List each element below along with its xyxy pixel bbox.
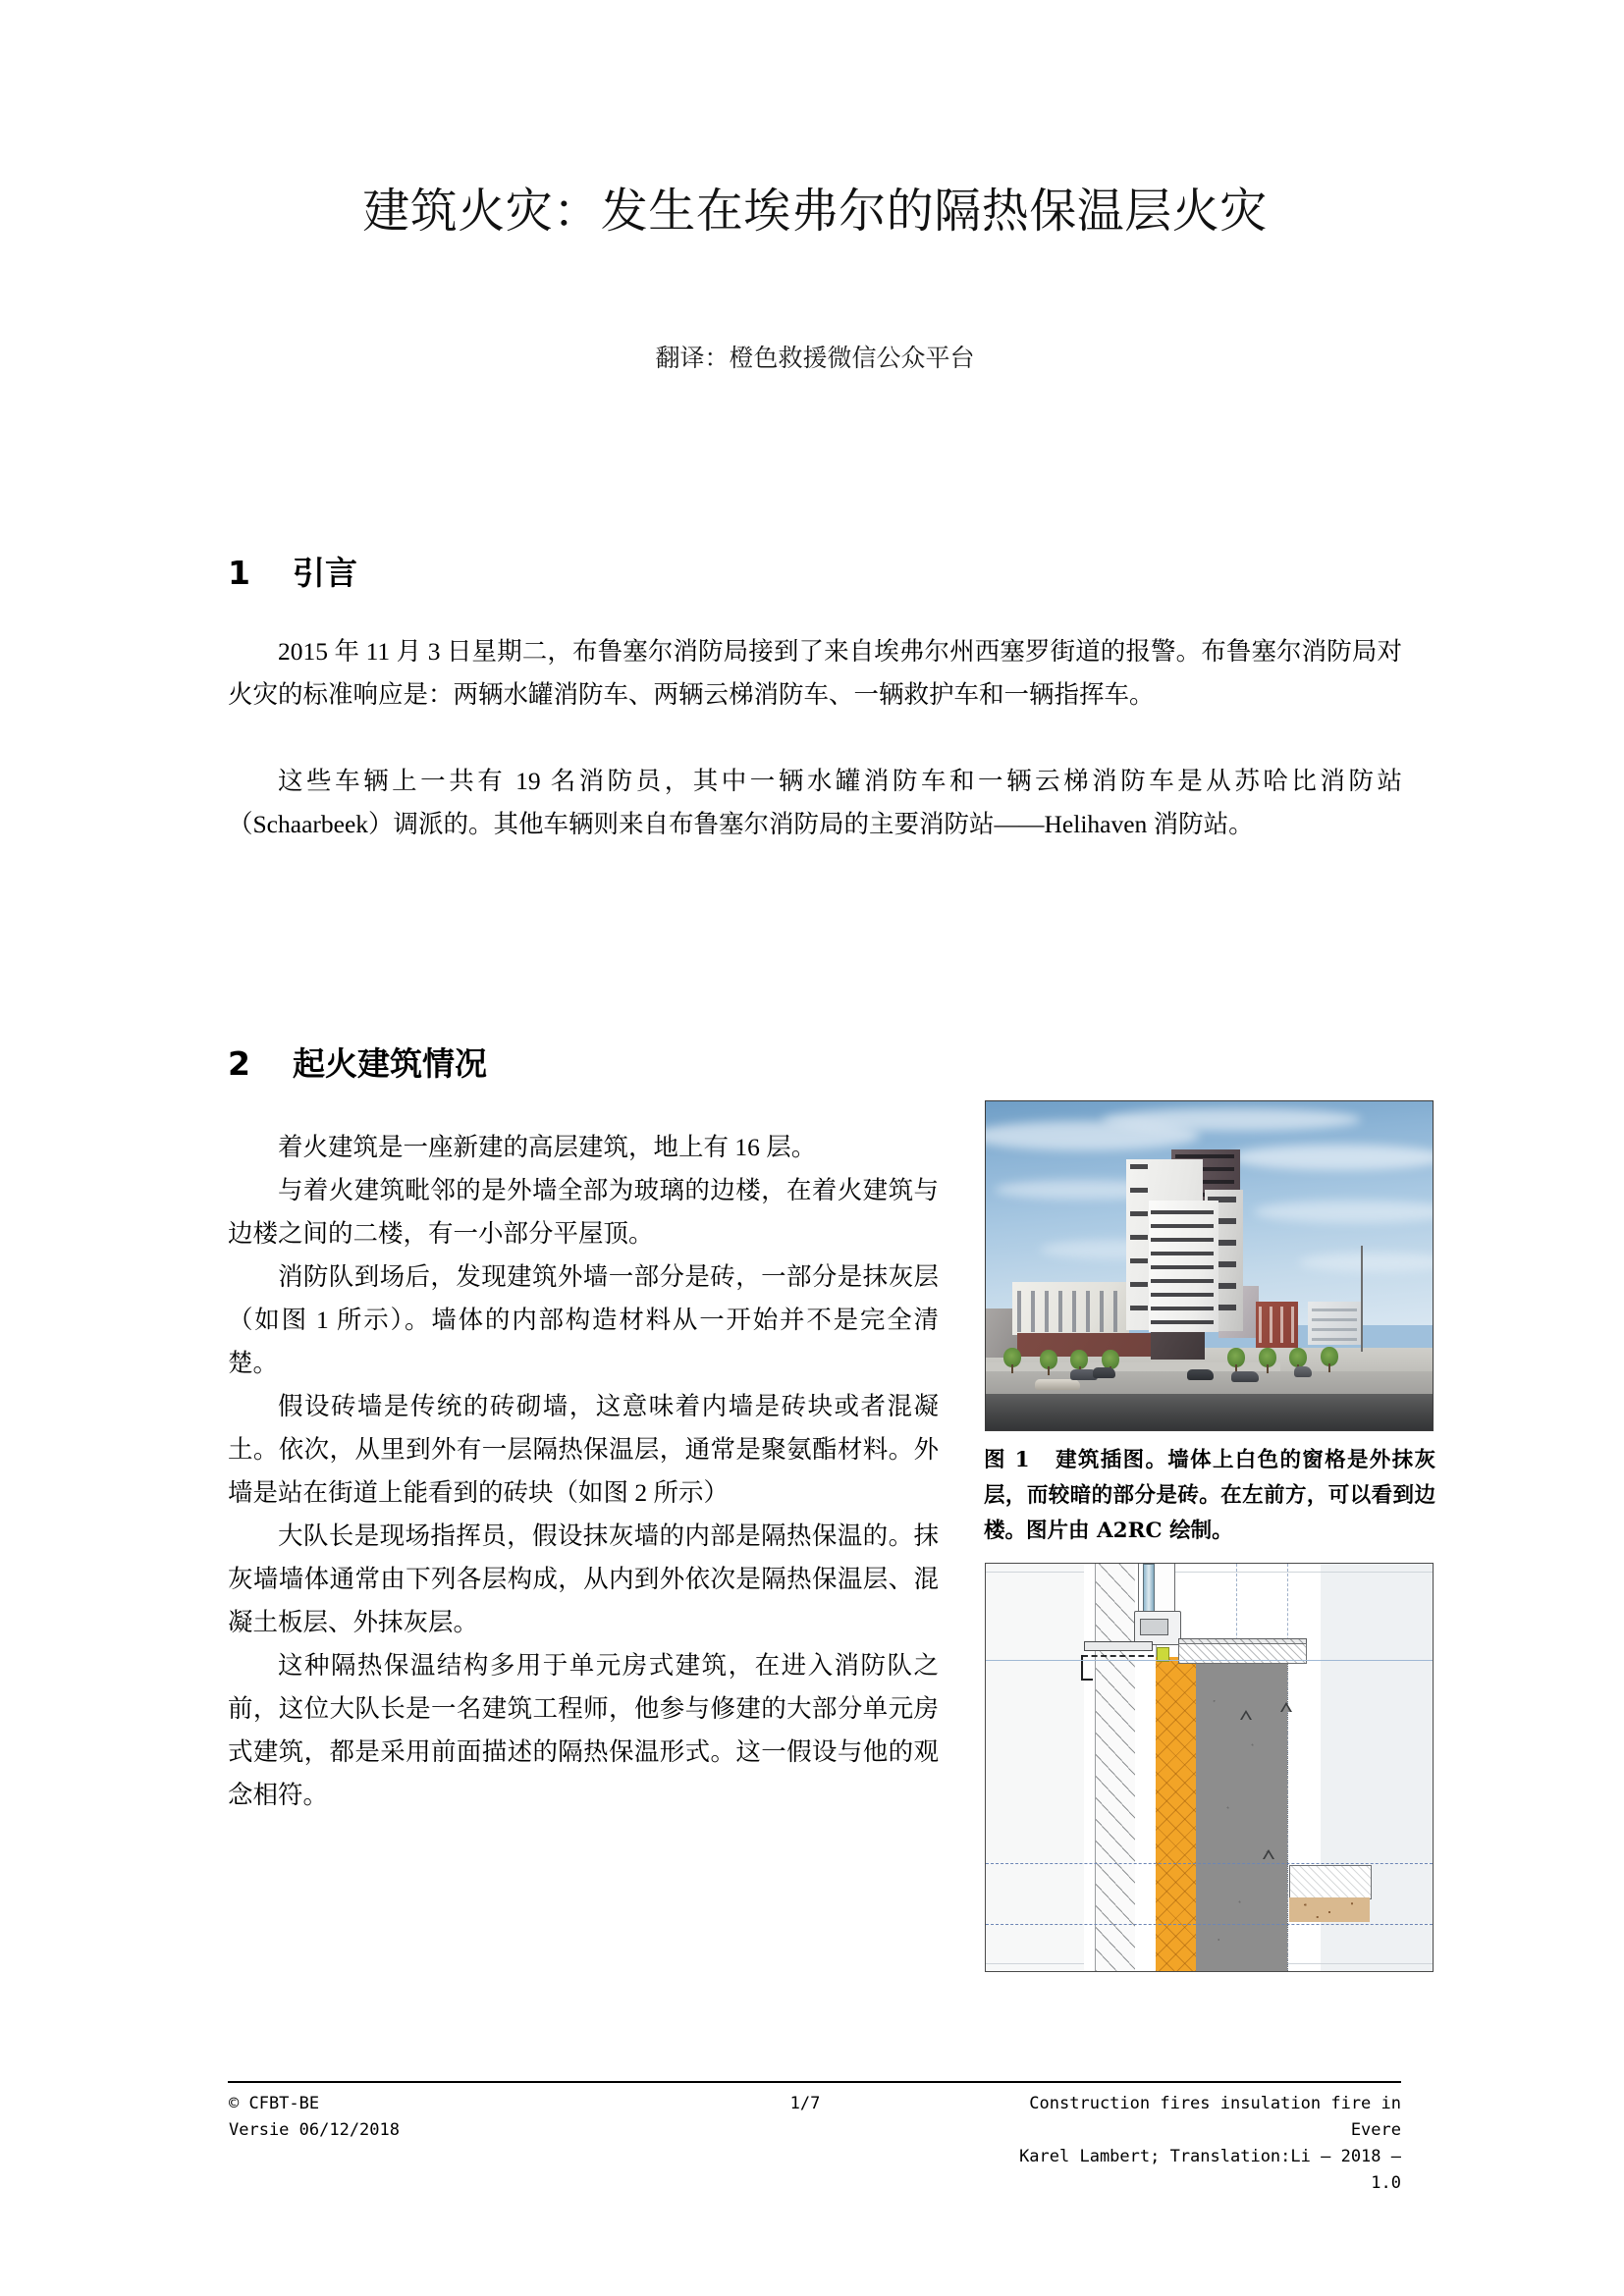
section-title-2: 起火建筑情况	[293, 1044, 487, 1083]
footer-doc-title: Construction fires insulation fire in Evere	[1029, 2094, 1401, 2140]
tower-small-windows	[1130, 1164, 1148, 1318]
parked-car	[1035, 1379, 1080, 1390]
brick-building-windows	[1259, 1307, 1297, 1343]
parked-car	[1187, 1369, 1214, 1380]
figure-1-caption	[984, 1443, 1435, 1549]
paragraph-text: 2015 年 11 月 3 日星期二，布鲁塞尔消防局接到了来自埃弗尔州西塞罗街道的报警。布鲁塞尔消防局对火灾的标准响应是：两辆水罐消防车、两辆云梯消防车、一辆救护车和一辆指挥车。	[228, 637, 1402, 709]
footer-left	[229, 2091, 400, 2144]
footer-copyright: © CFBT-BE	[229, 2094, 320, 2113]
street-lamp	[1361, 1246, 1363, 1351]
level-datum-line	[986, 1863, 1433, 1864]
cloud	[1102, 1108, 1361, 1131]
figure-1-caption-text: 建筑插图。墙体上白色的窗格是外抹灰层，而较暗的部分是砖。在左前方，可以看到边楼。图片由 A2RC 绘制。	[984, 1448, 1435, 1543]
footer-right	[982, 2091, 1401, 2197]
page-subtitle: 翻译：橙色救援微信公众平台	[655, 344, 975, 372]
section-number-2: 2	[228, 1044, 250, 1083]
street-tree	[1102, 1350, 1119, 1369]
paragraph-text: 与着火建筑毗邻的是外墙全部为玻璃的边楼，在着火建筑与边楼之间的二楼，有一小部分平屋顶。	[228, 1176, 939, 1248]
paragraph-text: 大队长是现场指挥员，假设抹灰墙的内部是隔热保温的。抹灰墙墙体通常由下列各层构成，从内到外依次是隔热保温层、混凝土板层、外抹灰层。	[228, 1522, 939, 1636]
section-2-paragraph-5	[228, 1515, 939, 1644]
figure-2-image	[985, 1563, 1434, 1972]
footer-page-number: 1/7	[789, 2094, 821, 2113]
section-1-paragraph-1	[228, 630, 1402, 717]
cloud	[1231, 1145, 1434, 1171]
side-building-windows	[1017, 1291, 1124, 1332]
distant-building-windows	[1312, 1308, 1357, 1342]
section-2-paragraph-4	[228, 1385, 939, 1515]
section-number-1: 1	[228, 554, 250, 592]
window-glazing	[1143, 1564, 1155, 1615]
section-1-paragraph-2	[228, 760, 1402, 846]
window-frame-gasket	[1140, 1619, 1168, 1635]
drawing-grid-line	[986, 1660, 1433, 1661]
section-title-1: 引言	[293, 554, 357, 592]
foreground-shadow	[986, 1394, 1433, 1430]
drawing-background-interior	[986, 1564, 1084, 1971]
cloud	[1254, 1201, 1434, 1223]
footer-author: Karel Lambert; Translation:Li – 2018 – 1.0	[1019, 2147, 1401, 2193]
street-tree	[1259, 1348, 1276, 1367]
paragraph-text: 这种隔热保温结构多用于单元房式建筑，在进入消防队之前，这位大队长是一名建筑工程师，他参与修建的大部分单元房式建筑，都是采用前面描述的隔热保温形式。这一假设与他的观念相符。	[228, 1651, 939, 1809]
street-tree	[1227, 1348, 1245, 1367]
section-heading-2	[228, 1039, 487, 1085]
figure-1-label: 图 1	[984, 1448, 1030, 1472]
figure-1-image	[985, 1100, 1434, 1431]
gravel-fill-layer	[1289, 1897, 1370, 1922]
paragraph-text: 这些车辆上一共有 19 名消防员，其中一辆水罐消防车和一辆云梯消防车是从苏哈比消防站（Schaarbeek）调派的。其他车辆则来自布鲁塞尔消防局的主要消防站——Helihaven 消防站。	[228, 767, 1402, 838]
street-tree	[1321, 1347, 1338, 1366]
level-marker-triangle	[1240, 1710, 1252, 1720]
footer-divider	[228, 2081, 1401, 2083]
paragraph-text: 着火建筑是一座新建的高层建筑，地上有 16 层。	[278, 1133, 817, 1161]
section-2-paragraph-3	[228, 1255, 939, 1385]
drawing-grid-line	[986, 1572, 1433, 1573]
level-datum-line	[986, 1924, 1433, 1925]
podium-entrance	[1151, 1332, 1205, 1360]
paragraph-text: 假设砖墙是传统的砖砌墙，这意味着内墙是砖块或者混凝土。依次，从里到外有一层隔热保温层，通常是聚氨酯材料。外墙是站在街道上能看到的砖块（如图 2 所示）	[228, 1392, 939, 1507]
level-marker-triangle	[1280, 1702, 1292, 1712]
floor-screed-layer	[1289, 1865, 1372, 1899]
section-2-paragraph-1	[228, 1126, 939, 1169]
window-sill-profile	[1084, 1641, 1153, 1651]
parked-car	[1231, 1371, 1258, 1382]
paragraph-text: 消防队到场后，发现建筑外墙一部分是砖，一部分是抹灰层（如图 1 所示）。墙体的内部构造材料从一开始并不是完全清楚。	[228, 1262, 939, 1377]
level-marker-triangle	[1263, 1849, 1274, 1859]
section-2-paragraph-6	[228, 1644, 939, 1817]
parked-car	[1294, 1366, 1312, 1377]
parked-car	[1093, 1367, 1115, 1378]
section-2-paragraph-2	[228, 1169, 939, 1255]
footer-version: Versie 06/12/2018	[229, 2120, 400, 2140]
tower-balcony-stack	[1151, 1210, 1214, 1325]
page-title: 建筑火灾：发生在埃弗尔的隔热保温层火灾	[362, 184, 1268, 239]
section-heading-1	[228, 548, 357, 594]
street-tree	[1040, 1350, 1057, 1369]
